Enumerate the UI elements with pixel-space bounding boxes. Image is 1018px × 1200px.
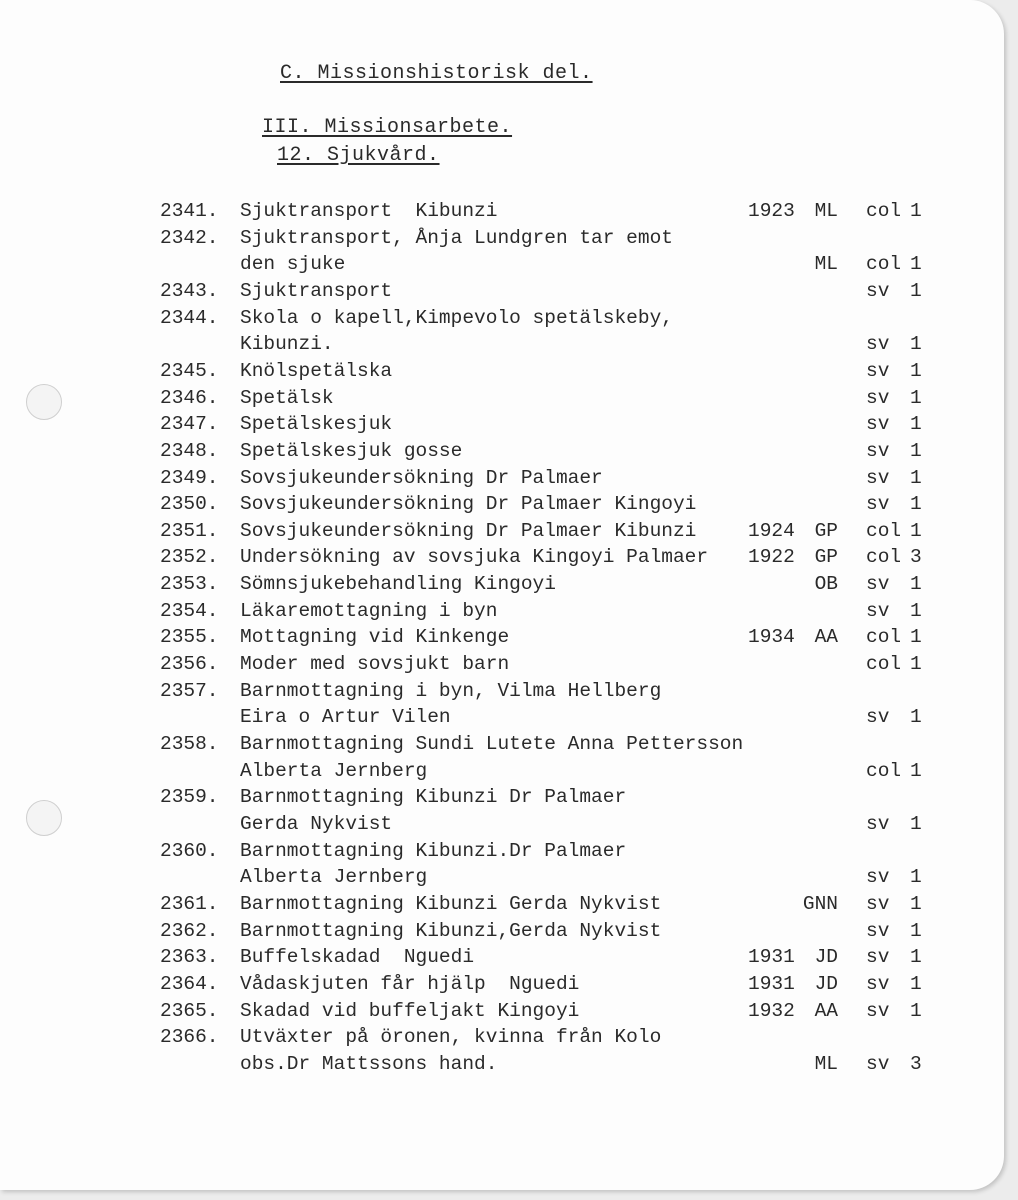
entry-row xyxy=(0,225,1004,252)
entry-description: Eira o Artur Vilen xyxy=(240,706,451,729)
entry-number: 2366. xyxy=(160,1026,219,1049)
entry-description: Spetälsk xyxy=(240,386,334,409)
entry-count: 1 xyxy=(910,519,922,542)
entry-description: Läkaremottagning i byn xyxy=(240,599,498,622)
entry-type: sv xyxy=(866,866,890,889)
entry-number: 2344. xyxy=(160,306,219,329)
entry-type: sv xyxy=(866,439,890,462)
entry-count: 1 xyxy=(910,972,922,995)
entry-description: Sovsjukeundersökning Dr Palmaer Kingoyi xyxy=(240,493,697,516)
entry-description: den sjuke xyxy=(240,253,346,276)
entry-number: 2342. xyxy=(160,226,219,249)
entry-description: Undersökning av sovsjuka Kingoyi Palmaer xyxy=(240,546,709,569)
entry-count: 1 xyxy=(910,386,922,409)
entry-type: sv xyxy=(866,413,890,436)
entry-description: Spetälskesjuk xyxy=(240,413,393,436)
entry-row xyxy=(0,251,1004,278)
entry-number: 2364. xyxy=(160,972,219,995)
entry-count: 1 xyxy=(910,626,922,649)
entry-type: sv xyxy=(866,333,890,356)
entry-initials: GNN xyxy=(802,892,838,915)
entry-description: Sovsjukeundersökning Dr Palmaer xyxy=(240,466,603,489)
entry-type: col xyxy=(866,519,902,542)
section-heading: C. Missionshistorisk del. xyxy=(280,62,593,85)
entry-row xyxy=(0,811,1004,838)
entry-row xyxy=(0,704,1004,731)
entry-number: 2351. xyxy=(160,519,219,542)
entry-number: 2355. xyxy=(160,626,219,649)
entry-count: 1 xyxy=(910,599,922,622)
entry-description: Knölspetälska xyxy=(240,359,393,382)
entry-number: 2361. xyxy=(160,892,219,915)
entry-description: Utväxter på öronen, kvinna från Kolo xyxy=(240,1026,662,1049)
entry-type: col xyxy=(866,759,902,782)
entry-row xyxy=(0,598,1004,625)
entry-count: 1 xyxy=(910,200,922,222)
entry-count: 1 xyxy=(910,999,922,1022)
entry-number: 2354. xyxy=(160,599,219,622)
entry-type: sv xyxy=(866,359,890,382)
entry-type: sv xyxy=(866,946,890,969)
entry-count: 3 xyxy=(910,546,922,569)
entry-row xyxy=(0,438,1004,465)
entry-type: sv xyxy=(866,812,890,835)
entry-description: Sovsjukeundersökning Dr Palmaer Kibunzi xyxy=(240,519,697,542)
entry-row xyxy=(0,385,1004,412)
entry-row xyxy=(0,891,1004,918)
entry-type: sv xyxy=(866,999,890,1022)
entry-row xyxy=(0,465,1004,492)
entry-count: 1 xyxy=(910,573,922,596)
entry-initials: ML xyxy=(814,200,838,222)
entry-type: sv xyxy=(866,599,890,622)
entry-description: Barnmottagning Kibunzi Gerda Nykvist xyxy=(240,892,662,915)
chapter-heading: III. Missionsarbete. xyxy=(262,116,513,139)
entry-row xyxy=(0,944,1004,971)
entry-number: 2349. xyxy=(160,466,219,489)
entry-row xyxy=(0,305,1004,332)
entry-count: 1 xyxy=(910,279,922,302)
entry-row xyxy=(0,864,1004,891)
entry-type: sv xyxy=(866,706,890,729)
entry-number: 2362. xyxy=(160,919,219,942)
entry-type: col xyxy=(866,626,902,649)
entry-description: Spetälskesjuk gosse xyxy=(240,439,463,462)
entry-type: col xyxy=(866,200,902,222)
entry-type: sv xyxy=(866,493,890,516)
entry-description: Kibunzi. xyxy=(240,333,334,356)
entry-number: 2343. xyxy=(160,279,219,302)
entry-description: Moder med sovsjukt barn xyxy=(240,653,510,676)
entry-year: 1931 xyxy=(748,946,795,969)
entry-count: 1 xyxy=(910,706,922,729)
entry-description: Alberta Jernberg xyxy=(240,759,428,782)
entry-description: Barnmottagning i byn, Vilma Hellberg xyxy=(240,679,662,702)
entry-count: 1 xyxy=(910,493,922,516)
entry-number: 2360. xyxy=(160,839,219,862)
entry-row xyxy=(0,651,1004,678)
entry-description: Buffelskadad Nguedi xyxy=(240,946,475,969)
entry-initials: ML xyxy=(814,1052,838,1075)
entry-initials: AA xyxy=(814,999,838,1022)
entry-type: sv xyxy=(866,1052,890,1075)
entry-initials: JD xyxy=(814,946,838,969)
entry-row xyxy=(0,678,1004,705)
entry-type: col xyxy=(866,546,902,569)
entry-number: 2346. xyxy=(160,386,219,409)
entry-description: Sömnsjukebehandling Kingoyi xyxy=(240,573,556,596)
entry-type: col xyxy=(866,653,902,676)
entry-description: Skola o kapell,Kimpevolo spetälskeby, xyxy=(240,306,673,329)
entry-type: sv xyxy=(866,466,890,489)
entry-number: 2358. xyxy=(160,733,219,755)
entry-initials: GP xyxy=(814,546,838,569)
entry-type: col xyxy=(866,253,902,276)
entry-number: 2350. xyxy=(160,493,219,516)
entry-number: 2348. xyxy=(160,439,219,462)
entry-row xyxy=(0,971,1004,998)
entry-number: 2357. xyxy=(160,679,219,702)
entry-count: 1 xyxy=(910,946,922,969)
entry-row xyxy=(0,758,1004,785)
entry-row xyxy=(0,731,1004,758)
entry-description: Skadad vid buffeljakt Kingoyi xyxy=(240,999,580,1022)
entry-count: 1 xyxy=(910,892,922,915)
entry-initials: GP xyxy=(814,519,838,542)
entry-description: Vådaskjuten får hjälp Nguedi xyxy=(240,972,580,995)
entry-count: 1 xyxy=(910,359,922,382)
entry-row xyxy=(0,571,1004,598)
entry-count: 1 xyxy=(910,653,922,676)
entry-row xyxy=(0,491,1004,518)
entry-row xyxy=(0,784,1004,811)
entry-description: Barnmottagning Sundi Lutete Anna Pettersson xyxy=(240,733,744,755)
entry-row xyxy=(0,358,1004,385)
entry-number: 2363. xyxy=(160,946,219,969)
entry-row xyxy=(0,411,1004,438)
entry-count: 1 xyxy=(910,333,922,356)
entry-count: 1 xyxy=(910,812,922,835)
entry-year: 1924 xyxy=(748,519,795,542)
entry-type: sv xyxy=(866,892,890,915)
entry-count: 1 xyxy=(910,759,922,782)
entry-number: 2353. xyxy=(160,573,219,596)
entry-initials: OB xyxy=(814,573,838,596)
entry-row xyxy=(0,518,1004,545)
subchapter-heading: 12. Sjukvård. xyxy=(277,144,440,167)
entry-year: 1923 xyxy=(748,200,795,222)
entry-count: 1 xyxy=(910,439,922,462)
entry-row xyxy=(0,998,1004,1025)
entry-row xyxy=(0,624,1004,651)
entry-type: sv xyxy=(866,386,890,409)
entry-row xyxy=(0,1051,1004,1078)
entry-year: 1931 xyxy=(748,972,795,995)
entry-number: 2352. xyxy=(160,546,219,569)
entry-row xyxy=(0,278,1004,305)
entry-type: sv xyxy=(866,919,890,942)
entry-count: 1 xyxy=(910,466,922,489)
entry-type: sv xyxy=(866,279,890,302)
entry-row xyxy=(0,544,1004,571)
entry-initials: AA xyxy=(814,626,838,649)
entry-number: 2347. xyxy=(160,413,219,436)
entry-number: 2341. xyxy=(160,200,219,222)
entry-description: Alberta Jernberg xyxy=(240,866,428,889)
entry-description: Mottagning vid Kinkenge xyxy=(240,626,510,649)
entry-count: 1 xyxy=(910,253,922,276)
entry-number: 2359. xyxy=(160,786,219,809)
entry-count: 1 xyxy=(910,866,922,889)
entry-row xyxy=(0,1024,1004,1051)
entry-initials: JD xyxy=(814,972,838,995)
entry-row xyxy=(0,331,1004,358)
entry-number: 2365. xyxy=(160,999,219,1022)
entry-number: 2356. xyxy=(160,653,219,676)
entry-row xyxy=(0,918,1004,945)
entry-number: 2345. xyxy=(160,359,219,382)
entry-description: Barnmottagning Kibunzi Dr Palmaer xyxy=(240,786,627,809)
entry-type: sv xyxy=(866,573,890,596)
entry-description: Barnmottagning Kibunzi.Dr Palmaer xyxy=(240,839,627,862)
entry-description: Barnmottagning Kibunzi,Gerda Nykvist xyxy=(240,919,662,942)
entry-row xyxy=(0,838,1004,865)
entry-row xyxy=(0,198,1004,225)
entry-year: 1934 xyxy=(748,626,795,649)
entry-description: Sjuktransport Kibunzi xyxy=(240,200,498,222)
entry-year: 1932 xyxy=(748,999,795,1022)
entry-count: 1 xyxy=(910,919,922,942)
entry-year: 1922 xyxy=(748,546,795,569)
entry-count: 1 xyxy=(910,413,922,436)
entry-initials: ML xyxy=(814,253,838,276)
entry-type: sv xyxy=(866,972,890,995)
entry-description: Sjuktransport, Ånja Lundgren tar emot xyxy=(240,226,673,249)
entry-description: obs.Dr Mattssons hand. xyxy=(240,1052,498,1075)
entry-count: 3 xyxy=(910,1052,922,1075)
entry-description: Sjuktransport xyxy=(240,279,393,302)
entry-description: Gerda Nykvist xyxy=(240,812,393,835)
